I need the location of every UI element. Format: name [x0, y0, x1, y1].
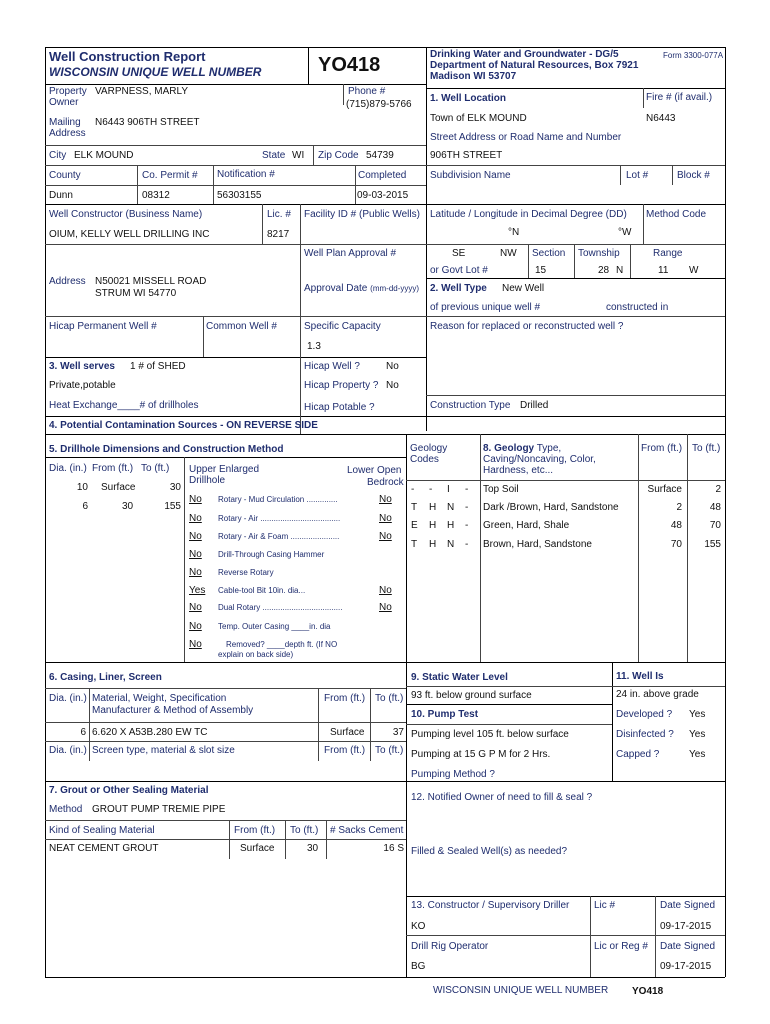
method-label: Drill-Through Casing Hammer	[218, 550, 325, 559]
drillhole-from[interactable]: 30	[122, 501, 134, 512]
geology-codes-label-2: Codes	[410, 454, 439, 465]
upper-value[interactable]: No	[189, 639, 202, 650]
geology-title-text: 8. Geology	[483, 443, 535, 454]
geology-code[interactable]: E	[411, 520, 418, 531]
hicap-potable-label: Hicap Potable ?	[304, 402, 375, 413]
facility-label: Facility ID # (Public Wells)	[304, 209, 420, 220]
grout-method[interactable]: GROUT PUMP TREMIE PIPE	[92, 804, 226, 815]
geology-code[interactable]: -	[465, 520, 469, 531]
constructor-label: Well Constructor (Business Name)	[49, 209, 203, 220]
construction-type-label: Construction Type	[430, 400, 511, 411]
geology-to[interactable]: 70	[709, 520, 721, 531]
drillhole-to-label: To (ft.)	[141, 463, 170, 474]
grout-method-label: Method	[49, 804, 83, 815]
form-title: Well Construction Report	[49, 49, 206, 64]
geology-code[interactable]: H	[429, 502, 437, 513]
completed-label: Completed	[358, 170, 407, 181]
geology-code[interactable]: H	[429, 520, 437, 531]
well-is-title: 11. Well Is	[616, 671, 664, 682]
upper-value[interactable]: Yes	[189, 585, 206, 596]
developed-label: Developed ?	[616, 709, 673, 720]
phone-label: Phone #	[348, 86, 386, 97]
geology-code[interactable]: N	[447, 539, 455, 550]
method-label: Rotary - Mud Circulation ..............	[218, 495, 338, 504]
constructed-in-label: constructed in	[606, 302, 669, 313]
static-water-title: 9. Static Water Level	[411, 672, 508, 683]
casing-material-label: Material, Weight, Specification	[92, 693, 227, 704]
grout-from-label: From (ft.)	[234, 825, 276, 836]
street-label: Street Address or Road Name and Number	[430, 132, 622, 143]
drillhole-dia[interactable]: 6	[82, 501, 88, 512]
casing-title: 6. Casing, Liner, Screen	[49, 672, 162, 683]
removed-note: explain on back side)	[218, 650, 294, 659]
block-label: Block #	[677, 170, 710, 181]
geology-to[interactable]: 2	[715, 484, 721, 495]
upper-value[interactable]: No	[189, 494, 202, 505]
geology-to[interactable]: 48	[709, 502, 721, 513]
geology-code[interactable]: -	[465, 502, 469, 513]
geology-code[interactable]: T	[411, 502, 418, 513]
town-value[interactable]: Town of ELK MOUND	[430, 113, 527, 124]
hicap-well-value[interactable]: No	[386, 361, 399, 372]
casing-material-label-2: Manufacturer & Method of Assembly	[92, 705, 254, 716]
state-label: State	[262, 150, 286, 161]
mailing-address[interactable]: N6443 906TH STREET	[95, 117, 200, 128]
constructor-address-1[interactable]: N50021 MISSELL ROAD	[95, 276, 207, 287]
geology-code[interactable]: H	[447, 520, 455, 531]
geology-code[interactable]: -	[465, 484, 469, 495]
well-is-value[interactable]: 24 in. above grade	[616, 689, 699, 700]
geology-code[interactable]: -	[465, 539, 469, 550]
sacks-value[interactable]: 16 S	[383, 843, 404, 854]
grout-title: 7. Grout or Other Sealing Material	[49, 785, 209, 796]
section-label: Section	[532, 248, 566, 259]
rig-operator-label: Drill Rig Operator	[411, 941, 489, 952]
upper-value[interactable]: No	[189, 567, 202, 578]
pumping-method-label: Pumping Method ?	[411, 769, 495, 780]
drillhole-from[interactable]: Surface	[101, 482, 136, 493]
well-type-value[interactable]: New Well	[502, 283, 545, 294]
permit-label: Co. Permit #	[142, 170, 198, 181]
footer-label: WISCONSIN UNIQUE WELL NUMBER	[433, 985, 609, 996]
geology-description[interactable]: Top Soil	[483, 484, 519, 495]
lower-value[interactable]: No	[379, 531, 392, 542]
geology-from[interactable]: 70	[670, 539, 682, 550]
hicap-well-label: Hicap Well ?	[304, 361, 360, 372]
sealing-kind-label: Kind of Sealing Material	[49, 825, 155, 836]
sacks-label: # Sacks Cement	[330, 825, 404, 836]
well-serves-count[interactable]: 1 # of SHED	[130, 361, 186, 372]
specific-capacity-value[interactable]: 1.3	[307, 341, 321, 352]
developed-value[interactable]: Yes	[689, 709, 706, 720]
casing-from[interactable]: Surface	[330, 727, 365, 738]
casing-from-label: From (ft.)	[324, 693, 366, 704]
driller-date[interactable]: 09-17-2015	[660, 921, 712, 932]
agency-line1: Drinking Water and Groundwater - DG/5	[430, 49, 619, 60]
geology-from[interactable]: 2	[676, 502, 682, 513]
driller-lic-label: Lic #	[594, 900, 616, 911]
upper-value[interactable]: No	[189, 621, 202, 632]
degrees-west: °W	[618, 227, 632, 238]
zip-value[interactable]: 54739	[366, 150, 394, 161]
geology-code[interactable]: I	[447, 484, 450, 495]
grout-from[interactable]: Surface	[240, 843, 275, 854]
geology-to[interactable]: 155	[704, 539, 721, 550]
range-value[interactable]: 11	[658, 265, 669, 276]
grout-to[interactable]: 30	[307, 843, 319, 854]
upper-enlarged-label: Upper Enlarged	[189, 464, 260, 475]
owner-name[interactable]: VARPNESS, MARLY	[95, 86, 188, 97]
drillhole-title: 5. Drillhole Dimensions and Construction Method	[49, 444, 284, 455]
grout-to-label: To (ft.)	[290, 825, 319, 836]
filled-sealed-label: Filled & Sealed Well(s) as needed?	[411, 846, 568, 857]
approval-date-label-text: Approval Date	[304, 283, 368, 294]
notified-owner-label	[411, 792, 592, 804]
static-water-value[interactable]: 93 ft. below ground surface	[411, 690, 532, 701]
address-label: Address	[49, 128, 86, 139]
driller-signature[interactable]: KO	[411, 921, 426, 932]
hicap-property-value[interactable]: No	[386, 380, 399, 391]
constructor-name[interactable]: OIUM, KELLY WELL DRILLING INC	[49, 229, 210, 240]
drillhole-from-label: From (ft.)	[92, 463, 134, 474]
geology-from-label: From (ft.)	[641, 443, 683, 454]
range-direction[interactable]: W	[689, 265, 699, 276]
bedrock-label: Bedrock	[367, 477, 404, 488]
lower-value[interactable]: No	[379, 494, 392, 505]
pump-test-title: 10. Pump Test	[411, 709, 479, 720]
city-value[interactable]: ELK MOUND	[74, 150, 134, 161]
construction-type-value[interactable]: Drilled	[520, 400, 549, 411]
capped-label: Capped ?	[616, 749, 660, 760]
notification-value[interactable]: 56303155	[217, 190, 262, 201]
method-label: Rotary - Air & Foam ......................	[218, 532, 340, 541]
range-label: Range	[653, 248, 683, 259]
drillhole-label: Drillhole	[189, 475, 226, 486]
well-serves-use[interactable]: Private,potable	[49, 380, 116, 391]
drillhole-to[interactable]: 30	[169, 482, 181, 493]
screen-dia-label: Dia. (in.)	[49, 745, 87, 756]
geology-from[interactable]: Surface	[647, 484, 682, 495]
geology-code[interactable]: -	[411, 484, 415, 495]
plan-approval-label: Well Plan Approval #	[304, 248, 397, 259]
lower-value[interactable]: No	[379, 513, 392, 524]
contamination-title: 4. Potential Contamination Sources - ON REVERSE SIDE	[49, 420, 318, 431]
previous-well-label: of previous unique well #	[430, 302, 541, 313]
property-label: Property	[49, 86, 87, 97]
common-well-label: Common Well #	[206, 321, 277, 332]
specific-capacity-label: Specific Capacity	[304, 321, 381, 332]
completed-value[interactable]: 09-03-2015	[357, 190, 409, 201]
township-direction[interactable]: N	[616, 265, 624, 276]
zip-label: Zip Code	[318, 150, 359, 161]
pumping-rate[interactable]: Pumping at 15 G P M for 2 Hrs.	[411, 749, 551, 760]
method-label: Reverse Rotary	[218, 568, 274, 577]
approval-date-format: (mm-dd-yyyy)	[370, 284, 420, 293]
geology-desc-label-2: Caving/Noncaving, Color,	[483, 454, 596, 465]
lic-label: Lic. #	[267, 209, 291, 220]
lower-value[interactable]: No	[379, 602, 392, 613]
mailing-label: Mailing	[49, 117, 81, 128]
screen-label: Screen type, material & slot size	[92, 745, 235, 756]
upper-value[interactable]: No	[189, 513, 202, 524]
agency-line3: Madison WI 53707	[430, 71, 517, 82]
casing-to-label: To (ft.)	[375, 693, 404, 704]
rig-operator-date[interactable]: 09-17-2015	[660, 961, 712, 972]
casing-to[interactable]: 37	[392, 727, 404, 738]
reason-label: Reason for replaced or reconstructed well ?	[430, 321, 624, 332]
lower-open-label: Lower Open	[347, 465, 402, 476]
geology-code[interactable]: T	[411, 539, 418, 550]
geology-description[interactable]: Green, Hard, Shale	[483, 520, 570, 531]
sealing-kind[interactable]: NEAT CEMENT GROUT	[49, 843, 159, 854]
owner-label: Owner	[49, 97, 79, 108]
hicap-property-label: Hicap Property ?	[304, 380, 379, 391]
lot-label: Lot #	[626, 170, 649, 181]
rig-date-label: Date Signed	[660, 941, 716, 952]
constructor-address-label: Address	[49, 276, 86, 287]
fire-value[interactable]: N6443	[646, 113, 676, 124]
date-signed-label: Date Signed	[660, 900, 716, 911]
supervisory-driller-label: 13. Constructor / Supervisory Driller	[411, 900, 570, 911]
method-label: Removed? ____depth ft. (If NO	[226, 640, 338, 649]
capped-value[interactable]: Yes	[689, 749, 706, 760]
drillhole-to[interactable]: 155	[164, 501, 181, 512]
screen-to-label: To (ft.)	[375, 745, 404, 756]
casing-dia-label: Dia. (in.)	[49, 693, 87, 704]
footer-well-number: YO418	[632, 986, 664, 997]
notification-label: Notification #	[217, 169, 275, 180]
upper-value[interactable]: No	[189, 549, 202, 560]
disinfected-label: Disinfected ?	[616, 729, 674, 740]
drillhole-dia-label: Dia. (in.)	[49, 463, 87, 474]
upper-value[interactable]: No	[189, 531, 202, 542]
rig-lic-label: Lic or Reg #	[594, 941, 648, 952]
phone-value[interactable]: (715)879-5766	[346, 99, 412, 110]
township-value[interactable]: 28	[598, 265, 610, 276]
approval-date-label	[304, 283, 419, 295]
constructor-address-2[interactable]: STRUM WI 54770	[95, 288, 177, 299]
latlong-label: Latitude / Longitude in Decimal Degree (DD)	[430, 209, 627, 220]
form-number: Form 3300-077A	[663, 51, 724, 60]
fire-label: Fire # (if avail.)	[646, 92, 713, 103]
county-label: County	[49, 170, 81, 181]
well-number: YO418	[318, 54, 381, 76]
permit-value[interactable]: 08312	[142, 190, 170, 201]
well-serves-title: 3. Well serves	[49, 361, 115, 372]
quarter-1[interactable]: SE	[452, 248, 466, 259]
drillhole-dia[interactable]: 10	[76, 482, 88, 493]
well-location-title: 1. Well Location	[430, 93, 506, 104]
method-label: Temp. Outer Casing ____in. dia	[218, 622, 331, 631]
casing-dia[interactable]: 6	[80, 727, 86, 738]
geology-title-rest: Type,	[536, 443, 562, 454]
disinfected-value[interactable]: Yes	[689, 729, 706, 740]
screen-from-label: From (ft.)	[324, 745, 366, 756]
heat-exchange-label: Heat Exchange____# of drillholes	[49, 400, 199, 411]
degrees-north: °N	[508, 227, 520, 238]
street-value[interactable]: 906TH STREET	[430, 150, 503, 161]
section-value[interactable]: 15	[535, 265, 547, 276]
state-value[interactable]: WI	[292, 150, 305, 161]
method-label: Dual Rotary ....................................	[218, 603, 343, 612]
lower-value[interactable]: No	[379, 585, 392, 596]
well-type-title: 2. Well Type	[430, 283, 487, 294]
geology-description[interactable]: Dark /Brown, Hard, Sandstone	[483, 502, 619, 513]
geology-code[interactable]: N	[447, 502, 455, 513]
county-value[interactable]: Dunn	[49, 190, 73, 201]
lic-value[interactable]: 8217	[267, 229, 290, 240]
geology-description[interactable]: Brown, Hard, Sandstone	[483, 539, 592, 550]
govt-lot-label: or Govt Lot #	[430, 265, 488, 276]
township-label: Township	[578, 248, 620, 259]
geology-codes-label: Geology	[410, 443, 448, 454]
method-label: Rotary - Air ....................................	[218, 514, 341, 523]
subdivision-label: Subdivision Name	[430, 170, 511, 181]
notified-owner-text: 12. Notified Owner of need to fill & seal ?	[411, 792, 593, 803]
geology-to-label: To (ft.)	[692, 443, 721, 454]
geology-from[interactable]: 48	[670, 520, 682, 531]
pumping-level[interactable]: Pumping level 105 ft. below surface	[411, 729, 569, 740]
upper-value[interactable]: No	[189, 602, 202, 613]
quarter-2[interactable]: NW	[500, 248, 517, 259]
rig-operator-signature[interactable]: BG	[411, 961, 426, 972]
casing-material[interactable]: 6.620 X A53B.280 EW TC	[92, 727, 208, 738]
method-label: Cable-tool Bit 10in. dia...	[218, 586, 306, 595]
geology-desc-label-3: Hardness, etc...	[483, 465, 554, 476]
method-code-label: Method Code	[646, 209, 707, 220]
hicap-permanent-label: Hicap Permanent Well #	[49, 321, 157, 332]
agency-line2: Department of Natural Resources, Box 7921	[430, 60, 639, 71]
geology-code[interactable]: -	[429, 484, 433, 495]
geology-code[interactable]: H	[429, 539, 437, 550]
city-label: City	[49, 150, 67, 161]
form-subtitle: WISCONSIN UNIQUE WELL NUMBER	[49, 65, 262, 79]
